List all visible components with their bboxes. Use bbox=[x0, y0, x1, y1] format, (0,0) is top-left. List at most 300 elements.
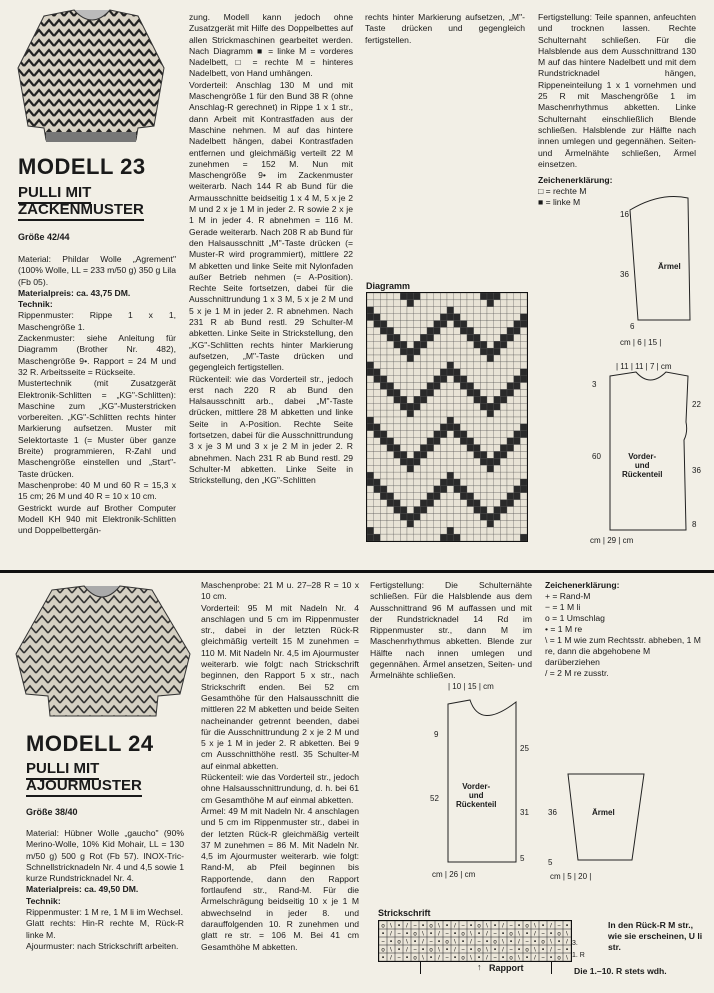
chart-symbol: • bbox=[525, 955, 529, 961]
diagram-cell bbox=[414, 458, 421, 465]
diagram-cell bbox=[520, 479, 527, 486]
diagram-cell bbox=[387, 445, 394, 452]
diagram-cell bbox=[394, 376, 401, 383]
diagram-cell bbox=[420, 507, 427, 514]
diagram-cell bbox=[387, 424, 394, 431]
chart-symbol: • bbox=[493, 947, 497, 954]
diagram-cell bbox=[507, 458, 514, 465]
diagram-cell bbox=[420, 355, 427, 362]
label-line: Vorder- bbox=[628, 452, 657, 461]
diagram-cell bbox=[427, 527, 434, 534]
diagram-cell bbox=[394, 479, 401, 486]
diagram-cell bbox=[480, 513, 487, 520]
diagram-cell bbox=[447, 493, 454, 500]
diagram-cell bbox=[414, 438, 421, 445]
diagram-cell bbox=[387, 417, 394, 424]
diagram-cell bbox=[407, 513, 414, 520]
diagram-cell bbox=[494, 507, 501, 514]
chart-symbol: \ bbox=[438, 947, 440, 954]
diagram-cell bbox=[514, 500, 521, 507]
dimension: 36 bbox=[620, 270, 629, 279]
diagram-cell bbox=[394, 493, 401, 500]
diagram-cell bbox=[367, 307, 374, 314]
diagram-cell bbox=[427, 355, 434, 362]
paragraph: Rippenmuster: 1 M re, 1 M li im Wechsel. bbox=[26, 907, 183, 918]
diagram-cell bbox=[427, 458, 434, 465]
diagram-cell bbox=[434, 314, 441, 321]
diagram-cell bbox=[487, 383, 494, 390]
diagram-cell bbox=[454, 321, 461, 328]
model24-subtitle-1: PULLI MIT bbox=[26, 760, 99, 780]
diagram-cell bbox=[434, 445, 441, 452]
diagram-cell bbox=[460, 479, 467, 486]
diagram-cell bbox=[440, 327, 447, 334]
diagram-cell bbox=[367, 513, 374, 520]
diagram-cell bbox=[487, 321, 494, 328]
diagram-cell bbox=[474, 438, 481, 445]
diagram-cell bbox=[454, 527, 461, 534]
diagram-cell bbox=[414, 424, 421, 431]
diagram-cell bbox=[514, 493, 521, 500]
diagram-cell bbox=[500, 445, 507, 452]
chart-symbol: − bbox=[413, 923, 417, 930]
diagram-cell bbox=[520, 362, 527, 369]
chart-symbol: • bbox=[565, 947, 569, 954]
diagram-cell bbox=[420, 293, 427, 300]
chart-symbol: \ bbox=[550, 939, 552, 946]
diagram-cell bbox=[514, 438, 521, 445]
dimension: 5 bbox=[520, 854, 525, 863]
diagram-cell bbox=[507, 314, 514, 321]
diagram-cell bbox=[427, 507, 434, 514]
diagram-cell bbox=[520, 369, 527, 376]
diagram-cell bbox=[500, 403, 507, 410]
diagram-cell bbox=[400, 314, 407, 321]
diagram-cell bbox=[494, 500, 501, 507]
diagram-cell bbox=[474, 493, 481, 500]
diagram-cell bbox=[467, 520, 474, 527]
diagram-cell bbox=[494, 424, 501, 431]
diagram-cell bbox=[460, 438, 467, 445]
diagram-cell bbox=[374, 527, 381, 534]
model24-text-col2 bbox=[201, 580, 359, 953]
diagram-cell bbox=[394, 500, 401, 507]
diagram-cell bbox=[374, 307, 381, 314]
diagram-cell bbox=[454, 314, 461, 321]
diagram-cell bbox=[367, 534, 374, 541]
chart-symbol: o bbox=[429, 923, 433, 930]
diagram-cell bbox=[507, 396, 514, 403]
diagram-cell bbox=[407, 458, 414, 465]
diagram-cell bbox=[520, 327, 527, 334]
diagram-cell bbox=[400, 327, 407, 334]
diagram-cell bbox=[414, 362, 421, 369]
diagram-cell bbox=[454, 403, 461, 410]
diagram-cell bbox=[414, 334, 421, 341]
diagram-cell bbox=[407, 465, 414, 472]
diagram-cell bbox=[367, 527, 374, 534]
diagram-cell bbox=[467, 513, 474, 520]
diagram-cell bbox=[387, 389, 394, 396]
diagram-cell bbox=[414, 314, 421, 321]
chart-symbol: / bbox=[566, 939, 568, 946]
diagram-cell bbox=[500, 321, 507, 328]
diagram-cell bbox=[400, 534, 407, 541]
diagram-cell bbox=[447, 389, 454, 396]
diagram-cell bbox=[440, 438, 447, 445]
chart-symbol: \ bbox=[566, 955, 568, 961]
diagram-cell bbox=[480, 500, 487, 507]
diagram-cell bbox=[400, 500, 407, 507]
diagram-cell bbox=[420, 376, 427, 383]
diagram-cell bbox=[487, 479, 494, 486]
label-line: und bbox=[634, 461, 650, 470]
diagram-cell bbox=[454, 334, 461, 341]
diagram-cell bbox=[500, 362, 507, 369]
label-line: Rückenteil bbox=[456, 800, 497, 809]
diagram-cell bbox=[420, 362, 427, 369]
diagram-cell bbox=[480, 451, 487, 458]
diagram-cell bbox=[407, 431, 414, 438]
diagram-cell bbox=[474, 300, 481, 307]
diagram-cell bbox=[407, 348, 414, 355]
diagram-cell bbox=[447, 534, 454, 541]
diagram-cell bbox=[480, 520, 487, 527]
diagram-cell bbox=[374, 321, 381, 328]
diagram-cell bbox=[394, 362, 401, 369]
diagram-cell bbox=[434, 486, 441, 493]
chart-symbol: − bbox=[493, 955, 497, 961]
diagram-cell bbox=[414, 500, 421, 507]
chart-symbol: − bbox=[541, 955, 545, 961]
diagram-cell bbox=[374, 486, 381, 493]
diagram-cell bbox=[494, 445, 501, 452]
diagram-cell bbox=[414, 341, 421, 348]
chart-symbol: o bbox=[557, 931, 561, 938]
diagram-cell bbox=[494, 293, 501, 300]
diagram-cell bbox=[467, 403, 474, 410]
legend-item: o = 1 Umschlag bbox=[545, 613, 605, 623]
diagram-cell bbox=[500, 396, 507, 403]
diagram-cell bbox=[407, 417, 414, 424]
diagram-cell bbox=[520, 507, 527, 514]
diagram-cell bbox=[520, 472, 527, 479]
diagram-cell bbox=[387, 383, 394, 390]
paragraph: Vorderteil: 95 M mit Nadeln Nr. 4 anschlagen und 5 cm im Rippenmuster str., dabei in der letzten Rück-R gleichmäßig verteilt 15 M zunehmen = 110 M. Mit Nadeln Nr. 4,5 im Ajourmuster weiterarb. wie folgt: nach Strickschrift beginnen, den Rapport 5 x str., nach Strickschrift enden. Bei 52 cm Gesamthöhe für den Halsausschnitt die mittleren 22 M abketten und beide Seiten nacheinander getrennt beenden, dabei für die Ausschnittrundung 2 x je 2 M und 5 x je 1 M in jeder 2. R abketten. Bei 9 cm Ausschnitthöhe restl. 35 Schulter-M auf einmal abketten. bbox=[201, 602, 359, 771]
diagram-cell bbox=[474, 355, 481, 362]
diagram-cell bbox=[387, 451, 394, 458]
diagram-cell bbox=[514, 362, 521, 369]
diagram-cell bbox=[454, 486, 461, 493]
diagram-cell bbox=[427, 410, 434, 417]
diagram-cell bbox=[480, 424, 487, 431]
diagram-cell bbox=[380, 307, 387, 314]
diagram-cell bbox=[474, 389, 481, 396]
diagram-cell bbox=[440, 445, 447, 452]
diagram-cell bbox=[380, 520, 387, 527]
diagram-cell bbox=[420, 300, 427, 307]
diagram-cell bbox=[454, 465, 461, 472]
chart-symbol: / bbox=[502, 947, 504, 954]
paragraph: Zackenmuster: siehe Anleitung für Diagramm (Brother Nr. 482), Maschengröße 9•. Rapport = 24 M und 32 R. Arbeitsseite = Rückseite. bbox=[18, 333, 176, 377]
paragraph: zung. Modell kann jedoch ohne Zusatzgerät mit Hilfe des Doppelbettes auf allen Strickmaschinen gearbeitet werden. Nach Diagramm ■ = linke M = vorderes Nadelbett, □ = rechte M = hinteres Nadelbett, von Hand umhängen. bbox=[189, 12, 353, 79]
knitting-diagram bbox=[366, 292, 528, 542]
diagram-cell bbox=[400, 334, 407, 341]
diagram-cell bbox=[374, 513, 381, 520]
diagram-cell bbox=[434, 389, 441, 396]
diagram-cell bbox=[374, 410, 381, 417]
model23-size: Größe 42/44 bbox=[18, 232, 70, 242]
diagram-cell bbox=[374, 403, 381, 410]
diagram-cell bbox=[367, 300, 374, 307]
diagram-cell bbox=[494, 334, 501, 341]
diagram-cell bbox=[407, 355, 414, 362]
diagram-cell bbox=[520, 334, 527, 341]
diagram-cell bbox=[380, 369, 387, 376]
diagram-cell bbox=[387, 520, 394, 527]
diagram-cell bbox=[387, 300, 394, 307]
diagram-cell bbox=[394, 424, 401, 431]
diagram-cell bbox=[380, 410, 387, 417]
diagram-cell bbox=[374, 300, 381, 307]
diagram-cell bbox=[427, 486, 434, 493]
diagram-cell bbox=[507, 438, 514, 445]
diagram-cell bbox=[420, 369, 427, 376]
diagram-cell bbox=[434, 507, 441, 514]
diagram-cell bbox=[520, 445, 527, 452]
chart-symbol: − bbox=[509, 947, 513, 954]
diagram-cell bbox=[447, 410, 454, 417]
model24-subtitle-2: AJOURMUSTER bbox=[26, 777, 142, 797]
diagram-cell bbox=[500, 500, 507, 507]
diagram-cell bbox=[427, 369, 434, 376]
diagram-cell bbox=[374, 362, 381, 369]
diagram-cell bbox=[400, 472, 407, 479]
diagram-cell bbox=[454, 410, 461, 417]
diagram-cell bbox=[367, 410, 374, 417]
rapport-marker bbox=[420, 962, 552, 974]
diagram-cell bbox=[387, 479, 394, 486]
diagram-cell bbox=[440, 424, 447, 431]
diagram-cell bbox=[400, 520, 407, 527]
diagram-cell bbox=[447, 513, 454, 520]
diagram-cell bbox=[400, 431, 407, 438]
diagram-cell bbox=[507, 410, 514, 417]
diagram-cell bbox=[427, 451, 434, 458]
diagram-cell bbox=[487, 396, 494, 403]
diagram-cell bbox=[454, 327, 461, 334]
diagram-cell bbox=[494, 486, 501, 493]
diagram-cell bbox=[440, 410, 447, 417]
diagram-cell bbox=[434, 300, 441, 307]
diagram-cell bbox=[434, 410, 441, 417]
legend-item: □ = rechte M bbox=[538, 186, 587, 196]
diagram-cell bbox=[474, 431, 481, 438]
chart-symbol: o bbox=[413, 931, 417, 938]
diagram-cell bbox=[407, 334, 414, 341]
diagram-cell bbox=[494, 431, 501, 438]
chart-symbol: / bbox=[502, 923, 504, 930]
diagram-cell bbox=[467, 314, 474, 321]
chart-symbol: \ bbox=[502, 939, 504, 946]
paragraph: rechts hinter Markierung aufsetzen, „M"-Taste drücken und gegengleich fertigstellen. bbox=[365, 12, 525, 45]
diagram-cell bbox=[467, 438, 474, 445]
diagram-cell bbox=[380, 534, 387, 541]
chart-symbol: / bbox=[422, 939, 424, 946]
diagram-cell bbox=[447, 396, 454, 403]
diagram-cell bbox=[514, 431, 521, 438]
diagram-cell bbox=[507, 327, 514, 334]
diagram-cell bbox=[394, 527, 401, 534]
diagram-cell bbox=[467, 458, 474, 465]
model23-title: MODELL 23 bbox=[18, 154, 146, 179]
diagram-cell bbox=[427, 472, 434, 479]
diagram-cell bbox=[394, 321, 401, 328]
diagram-cell bbox=[367, 314, 374, 321]
diagram-cell bbox=[514, 458, 521, 465]
diagram-cell bbox=[394, 445, 401, 452]
diagram-cell bbox=[400, 383, 407, 390]
diagram-cell bbox=[480, 445, 487, 452]
diagram-cell bbox=[514, 383, 521, 390]
diagram-cell bbox=[380, 507, 387, 514]
diagram-cell bbox=[427, 424, 434, 431]
diagram-cell bbox=[447, 479, 454, 486]
diagram-cell bbox=[454, 479, 461, 486]
chart-symbol: • bbox=[445, 947, 449, 954]
paragraph: Maschenprobe: 40 M und 60 R = 15,3 x 15 cm; 26 M und 40 R = 10 x 10 cm. bbox=[18, 479, 176, 502]
diagram-cell bbox=[400, 527, 407, 534]
paragraph: Mustertechnik (mit Zusatzgerät Elektronik-Schlitten = „KG"-Schlitten): Maschine zum „KG"-Musterstricken vorbereiten. „KG"-Schlitten rechts hinter Markierung aufsetzen. Muster mit Selektortaste 1 (= Muster über ganze Breite) programmieren, R-Zahl und Maschengröße einstellen und „Start"-Taste drücken. bbox=[18, 378, 176, 479]
diagram-cell bbox=[480, 486, 487, 493]
diagram-cell bbox=[520, 451, 527, 458]
diagram-cell bbox=[480, 293, 487, 300]
diagram-cell bbox=[487, 348, 494, 355]
diagram-cell bbox=[387, 513, 394, 520]
diagram-cell bbox=[427, 334, 434, 341]
diagram-cell bbox=[400, 417, 407, 424]
diagram-cell bbox=[460, 465, 467, 472]
dimension: 25 bbox=[520, 744, 529, 753]
diagram-cell bbox=[474, 293, 481, 300]
diagram-cell bbox=[474, 465, 481, 472]
diagram-cell bbox=[394, 396, 401, 403]
diagram-cell bbox=[380, 334, 387, 341]
diagram-cell bbox=[494, 493, 501, 500]
diagram-cell bbox=[387, 534, 394, 541]
diagram-cell bbox=[520, 389, 527, 396]
diagram-cell bbox=[494, 534, 501, 541]
model24-text-col3 bbox=[370, 580, 532, 682]
model23-subtitle-1: PULLI MIT bbox=[18, 184, 91, 204]
diagram-cell bbox=[487, 513, 494, 520]
diagram-cell bbox=[467, 369, 474, 376]
diagram-cell bbox=[427, 520, 434, 527]
paragraph: Glatt rechts: Hin-R rechte M, Rück-R linke M. bbox=[26, 918, 184, 940]
diagram-cell bbox=[487, 472, 494, 479]
chart-symbol: • bbox=[389, 939, 393, 946]
diagram-cell bbox=[494, 369, 501, 376]
diagram-cell bbox=[467, 334, 474, 341]
diagram-cell bbox=[407, 479, 414, 486]
diagram-cell bbox=[407, 438, 414, 445]
chart-symbol: • bbox=[381, 955, 385, 961]
diagram-cell bbox=[520, 534, 527, 541]
diagram-cell bbox=[487, 451, 494, 458]
diagram-cell bbox=[520, 307, 527, 314]
diagram-cell bbox=[440, 334, 447, 341]
paragraph: Vorderteil: Anschlag 130 M und mit Maschengröße 1 für den Bund 38 R (ohne Anschlag-R gerechnet) in Rippe 1 x 1 str., dann Arbeit mit Kontrastfaden aus der Maschine nehmen. M auf das hintere Nadelbett hängen, dabei Kontrastfaden entfernen und gleichmäßig verteilt 22 M zunehmen = 152 M. Nun mit Maschengröße 9• im Zackenmuster weiterarb. Nach 144 R ab Bund für die Armausschnitte beidseitig 1 x 4 M, 5 x je 2 M und 2 x je 1 M in jeder 2. R sowie 2 x je 1 M in jeder 4. R abnehmen = 116 M. Gerade weiterarb. Nach 208 R ab Bund für den Halsausschnitt „M"-Taste drücken (= Muster-R wird programmiert), mittlere 22 M abketten und linke Seite mit Nylonfaden außer Betrieb nehmen (= A-Position). Rechte Seite fortsetzen, dabei für die Ausschnittrundung 1 x 3 M, 5 x je 2 M und 5 x je 1 M in jeder 2. R abnehmen. Nach 231 R ab Bund restl. 29 Schulter-M abketten. Linke Seite in Strickstellung, den „KG"-Schlitten rechts hinter Markierung aufsetzen, „M"-Taste drücken und gegengleich fertigstellen. bbox=[189, 79, 353, 373]
diagram-cell bbox=[494, 410, 501, 417]
chart-symbol: • bbox=[493, 923, 497, 930]
diagram-cell bbox=[387, 334, 394, 341]
diagram-cell bbox=[374, 389, 381, 396]
diagram-cell bbox=[394, 534, 401, 541]
diagram-cell bbox=[460, 334, 467, 341]
dimension: 3 bbox=[592, 380, 597, 389]
diagram-cell bbox=[480, 458, 487, 465]
diagram-cell bbox=[507, 403, 514, 410]
legend-item: ■ = linke M bbox=[538, 197, 581, 207]
diagram-cell bbox=[387, 341, 394, 348]
diagram-cell bbox=[480, 327, 487, 334]
diagram-cell bbox=[374, 376, 381, 383]
diagram-cell bbox=[420, 513, 427, 520]
row-mark: 1. R bbox=[572, 952, 585, 959]
diagram-cell bbox=[387, 376, 394, 383]
diagram-cell bbox=[480, 334, 487, 341]
diagram-cell bbox=[374, 369, 381, 376]
diagram-cell bbox=[460, 300, 467, 307]
chart-symbol: / bbox=[406, 947, 408, 954]
diagram-cell bbox=[467, 493, 474, 500]
diagram-cell bbox=[394, 334, 401, 341]
diagram-cell bbox=[474, 458, 481, 465]
chart-symbol: / bbox=[390, 955, 392, 961]
diagram-cell bbox=[514, 472, 521, 479]
diagram-cell bbox=[500, 369, 507, 376]
diagram-cell bbox=[440, 527, 447, 534]
chart-symbol: • bbox=[533, 939, 537, 946]
dimension: 5 bbox=[548, 858, 553, 867]
diagram-cell bbox=[394, 513, 401, 520]
diagram-cell bbox=[420, 445, 427, 452]
diagram-cell bbox=[467, 389, 474, 396]
diagram-cell bbox=[434, 334, 441, 341]
paragraph: Rückenteil: wie das Vorderteil str., jedoch ohne Halsausschnittrundung, d. h. bei 61 cm Gesamthöhe M auf einmal abketten. bbox=[201, 772, 359, 805]
diagram-cell bbox=[407, 383, 414, 390]
model23-text-col1 bbox=[18, 254, 176, 536]
diagram-cell bbox=[380, 417, 387, 424]
diagram-cell bbox=[474, 410, 481, 417]
model23-body-schematic bbox=[588, 362, 710, 550]
diagram-cell bbox=[434, 383, 441, 390]
diagram-cell bbox=[380, 348, 387, 355]
diagram-cell bbox=[480, 493, 487, 500]
diagram-cell bbox=[480, 479, 487, 486]
diagram-cell bbox=[480, 362, 487, 369]
diagram-cell bbox=[507, 307, 514, 314]
diagram-cell bbox=[467, 451, 474, 458]
diagram-cell bbox=[367, 321, 374, 328]
diagram-cell bbox=[494, 341, 501, 348]
chart-symbol: \ bbox=[534, 923, 536, 930]
diagram-cell bbox=[494, 376, 501, 383]
diagram-cell bbox=[447, 314, 454, 321]
chart-symbol: • bbox=[397, 947, 401, 954]
chart-symbol: o bbox=[477, 923, 481, 930]
diagram-cell bbox=[447, 293, 454, 300]
